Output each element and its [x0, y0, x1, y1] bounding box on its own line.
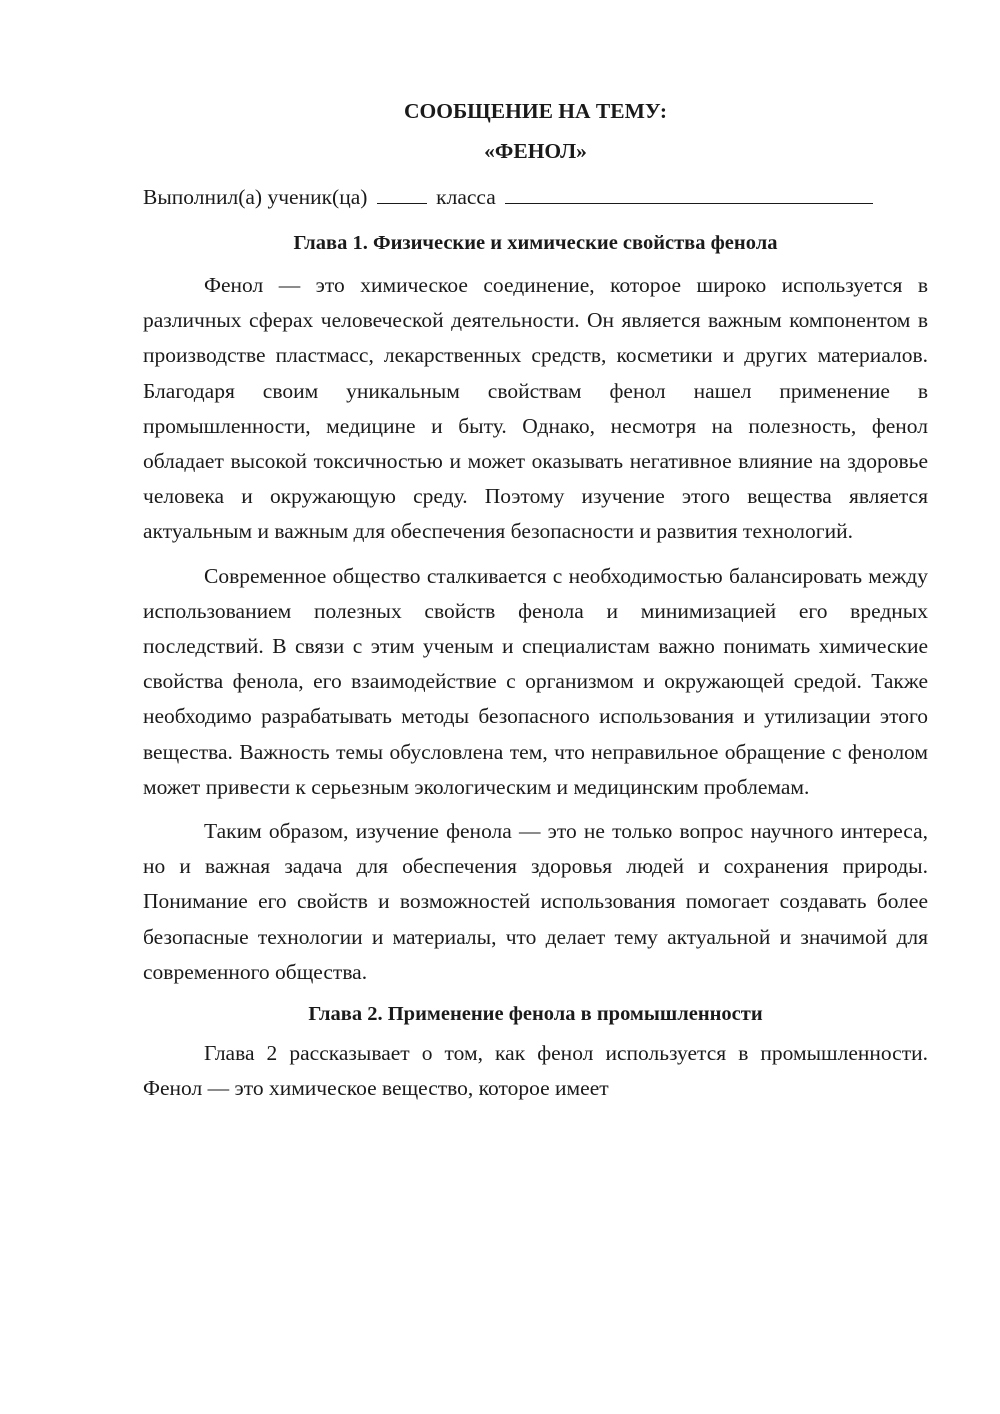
- chapter-2-paragraph-1: Глава 2 рассказывает о том, как фенол используется в промышленности. Фенол — это химическое вещество, которое имеет: [143, 1041, 928, 1101]
- chapter-1-title: Глава 1. Физические и химические свойства фенола: [293, 232, 778, 254]
- student-name-blank: [505, 183, 873, 204]
- chapter-2-title: Глава 2. Применение фенола в промышленности: [308, 1003, 763, 1026]
- document-title: СООБЩЕНИЕ НА ТЕМУ:: [403, 99, 668, 123]
- chapter-1-paragraph-3: Таким образом, изучение фенола — это не только вопрос научного интереса, но и важная задача для обеспечения здоровья людей и сохранения природы. Понимание его свойств и возможностей использования помогает создавать более безопасные технологии и материалы, что делает тему актуальной и значимой для современного общества.: [143, 819, 928, 984]
- chapter-1-paragraph-1: Фенол — это химическое соединение, которое широко используется в различных сферах человеческой деятельности. Он является важным компонентом в производстве пластмасс, лекарственных средств, косметики и других материалов. Благодаря своим уникальным свойствам фенол нашел применение в промышленности, медицине и быту. Однако, несмотря на полезность, фенол обладает высокой токсичностью и может оказывать негативное влияние на здоровье человека и окружающую среду. Поэтому изучение этого вещества является актуальным и важным для обеспечения безопасности и развития технологий.: [143, 273, 928, 544]
- document-page: [143, 96, 928, 1115]
- performed-by-label: Выполнил(а) ученик(ца): [143, 185, 368, 209]
- document-topic: «ФЕНОЛ»: [484, 139, 587, 163]
- chapter-1-paragraph-2: Современное общество сталкивается с необходимостью балансировать между использованием полезных свойств фенола и минимизацией его вредных последствий. В связи с этим ученым и специалистам важно понимать химические свойства фенола, его взаимодействие с организмом и окружающей средой. Также необходимо разрабатывать методы безопасного использования и утилизации этого вещества. Важность темы обусловлена тем, что неправильное обращение с фенолом может привести к серьезным экологическим и медицинским проблемам.: [143, 563, 928, 799]
- class-label: класса: [436, 185, 496, 209]
- author-byline: [143, 182, 928, 212]
- class-number-blank: [377, 183, 427, 204]
